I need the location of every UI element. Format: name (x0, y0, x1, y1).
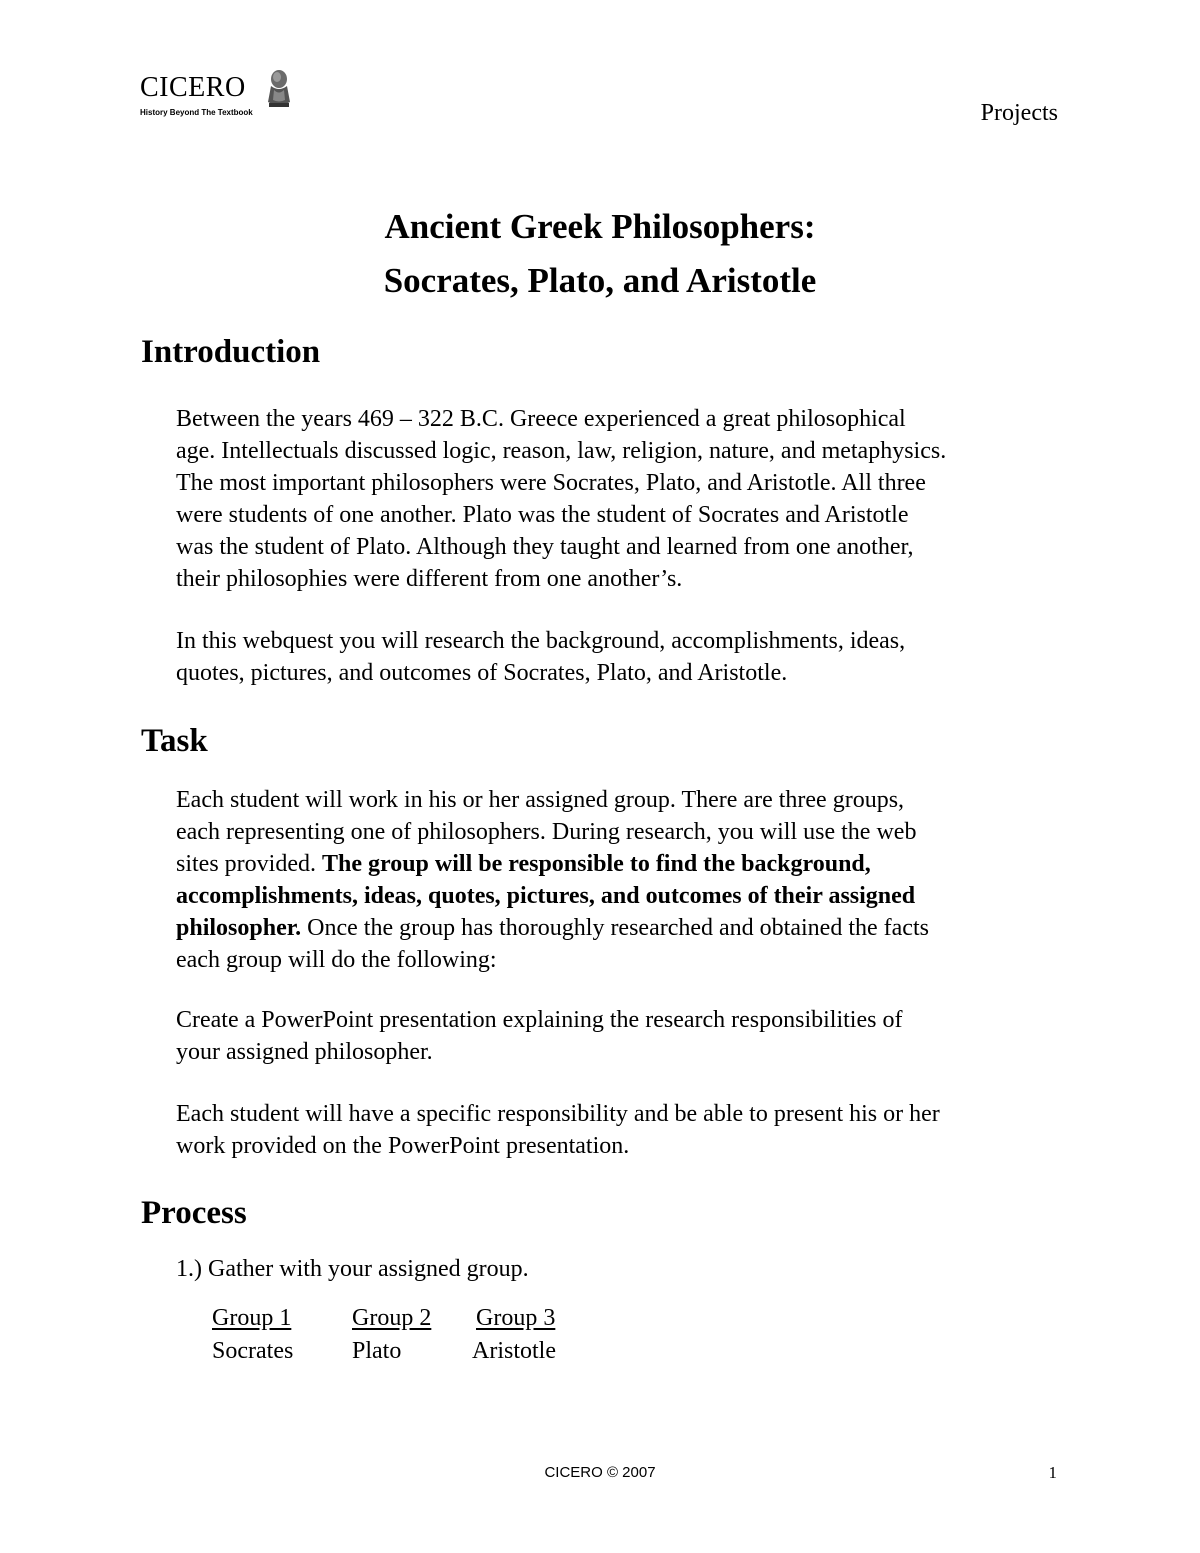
section-label: Projects (980, 100, 1058, 126)
introduction-heading: Introduction (141, 334, 321, 370)
task-heading: Task (141, 723, 208, 759)
footer-copyright: CICERO © 2007 (544, 1464, 656, 1481)
group-header: Group 3 (476, 1305, 556, 1331)
task-paragraph-2 (176, 1004, 1066, 1068)
page-number: 1 (1048, 1463, 1057, 1482)
text-line: their philosophies were different from one another’s. (176, 566, 683, 592)
bold-text-run: accomplishments, ideas, quotes, pictures, and outcomes of their assigned (176, 883, 916, 909)
text-line: each representing one of philosophers. During research, you will use the web (176, 819, 917, 845)
text-line: Create a PowerPoint presentation explaining the research responsibilities of (176, 1007, 903, 1033)
text-line (176, 848, 1066, 880)
document-title (0, 200, 1200, 308)
group-philosopher: Plato (352, 1338, 402, 1364)
logo-wordmark: CICERO (140, 72, 246, 103)
task-paragraph-1 (176, 784, 1066, 976)
group-philosopher: Socrates (212, 1338, 294, 1364)
group-philosopher: Aristotle (472, 1338, 556, 1364)
group-column (472, 1302, 556, 1368)
introduction-paragraph-1 (176, 403, 1066, 595)
text-line: In this webquest you will research the background, accomplishments, ideas, (176, 628, 906, 654)
text-line: your assigned philosopher. (176, 1039, 433, 1065)
title-line-1: Ancient Greek Philosophers: (384, 207, 816, 246)
text-line (176, 880, 1066, 912)
text-line: Between the years 469 – 322 B.C. Greece experienced a great philosophical (176, 406, 906, 432)
process-step-1 (176, 1253, 1066, 1285)
group-column (212, 1302, 293, 1368)
text-line: 1.) Gather with your assigned group. (176, 1256, 529, 1282)
text-line: each group will do the following: (176, 947, 497, 973)
text-line: was the student of Plato. Although they taught and learned from one another, (176, 534, 914, 560)
text-line: Each student will work in his or her assigned group. There are three groups, (176, 787, 905, 813)
group-header: Group 1 (212, 1305, 292, 1331)
text-run: Once the group has thoroughly researched and obtained the facts (301, 915, 929, 941)
text-line (176, 912, 1066, 944)
introduction-paragraph-2 (176, 625, 1066, 689)
text-run: sites provided. (176, 851, 322, 877)
text-line: were students of one another. Plato was the student of Socrates and Aristotle (176, 502, 909, 528)
bold-text-run: philosopher. (176, 915, 302, 941)
text-line: The most important philosophers were Socrates, Plato, and Aristotle. All three (176, 470, 926, 496)
cicero-logo (140, 68, 310, 124)
text-line: quotes, pictures, and outcomes of Socrates, Plato, and Aristotle. (176, 660, 788, 686)
task-paragraph-3 (176, 1098, 1066, 1162)
group-header: Group 2 (352, 1305, 432, 1331)
title-line-2: Socrates, Plato, and Aristotle (383, 261, 817, 300)
logo-tagline: History Beyond The Textbook (140, 108, 253, 117)
group-column (352, 1302, 431, 1368)
text-line: age. Intellectuals discussed logic, reason, law, religion, nature, and metaphysics. (176, 438, 947, 464)
text-line: Each student will have a specific responsibility and be able to present his or her (176, 1101, 940, 1127)
bold-text-run: The group will be responsible to find the background, (321, 851, 871, 877)
text-line: work provided on the PowerPoint presentation. (176, 1133, 630, 1159)
process-heading: Process (141, 1195, 247, 1231)
bust-icon (262, 68, 296, 108)
